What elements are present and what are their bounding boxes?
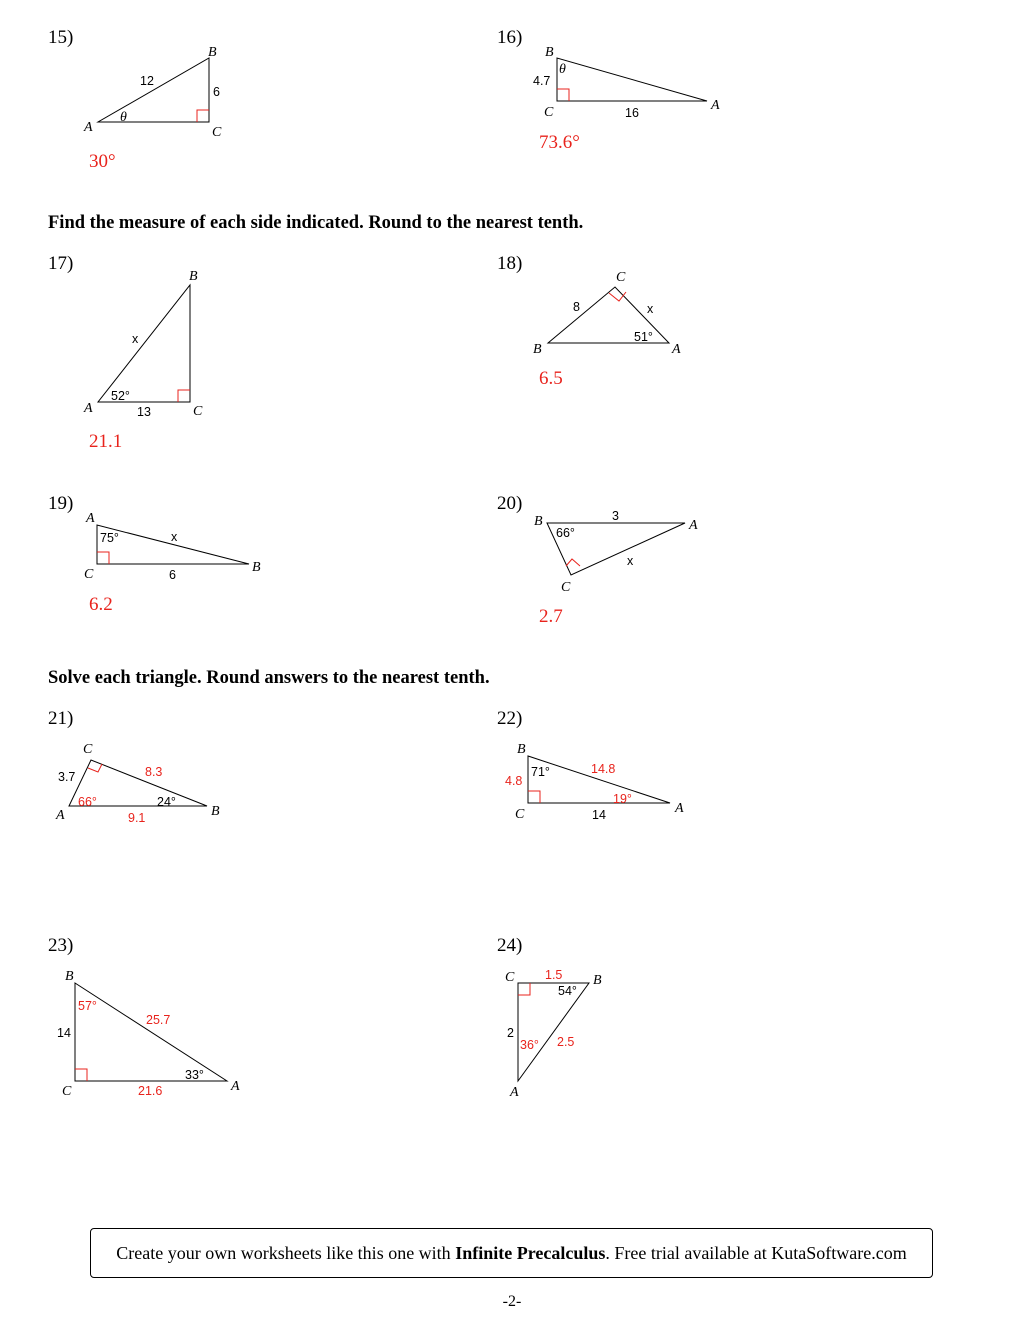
answer-19: 6.2 (89, 594, 113, 615)
section-heading-solve: Solve each triangle. Round answers to the nearest tenth. (48, 668, 490, 688)
problem-number-19: 19) (48, 493, 74, 514)
side-hyp-22: 14.8 (591, 762, 616, 776)
triangle-23-shape (75, 983, 227, 1081)
vertex-b-23: B (65, 969, 74, 984)
vertex-a-16: A (711, 98, 720, 113)
triangle-15-shape (98, 58, 209, 122)
footer-suffix: . Free trial available at KutaSoftware.com (605, 1242, 907, 1263)
side-8-18: 8 (573, 300, 580, 314)
vertex-b-19: B (252, 560, 261, 575)
side-base-22: 14 (592, 808, 606, 822)
right-angle-marker-17 (178, 390, 190, 402)
vertex-a-24: A (510, 1085, 519, 1100)
vertex-a-19: A (86, 511, 95, 526)
vertex-c-17: C (193, 404, 203, 419)
angle-18: 51° (634, 330, 653, 344)
side-3-20: 3 (612, 509, 619, 523)
vertex-b-21: B (211, 804, 220, 819)
side-leg-22: 4.8 (505, 774, 523, 788)
vertex-b-18: B (533, 342, 542, 357)
triangle-15 (83, 45, 222, 140)
vertex-c-15: C (212, 125, 222, 140)
right-angle-marker-20 (566, 559, 580, 566)
triangle-17 (83, 269, 203, 419)
triangle-24 (505, 968, 602, 1100)
problem-number-23: 23) (48, 935, 74, 956)
triangle-17-shape (98, 285, 190, 402)
triangle-20 (534, 509, 698, 595)
side-base-21: 9.1 (128, 811, 146, 825)
problem-number-15: 15) (48, 27, 74, 48)
triangle-18 (533, 270, 681, 357)
footer-prefix: Create your own worksheets like this one with (116, 1242, 456, 1263)
side-leg1-16: 4.7 (533, 74, 551, 88)
problem-number-22: 22) (497, 708, 523, 729)
angle-a-21: 66° (78, 795, 97, 809)
vertex-c-23: C (62, 1084, 72, 1099)
side-hyp-15: 12 (140, 74, 154, 88)
side-leg-23: 14 (57, 1026, 71, 1040)
triangle-16 (533, 45, 720, 120)
vertex-b-24: B (593, 973, 602, 988)
answer-18: 6.5 (539, 368, 563, 389)
vertex-a-21: A (56, 808, 65, 823)
vertex-c-16: C (544, 105, 554, 120)
side-hyp-23: 25.7 (146, 1013, 171, 1027)
problem-number-24: 24) (497, 935, 523, 956)
angle-theta-15: θ (120, 110, 127, 125)
right-angle-marker-21 (88, 764, 102, 772)
angle-a-23: 33° (185, 1068, 204, 1082)
vertex-c-22: C (515, 807, 525, 822)
vertex-a-17: A (84, 401, 93, 416)
problem-number-21: 21) (48, 708, 74, 729)
angle-a-24: 36° (520, 1038, 539, 1052)
right-angle-marker-15 (197, 110, 209, 122)
vertex-a-20: A (689, 518, 698, 533)
side-x-18: x (647, 302, 654, 316)
vertex-c-21: C (83, 742, 93, 757)
footer-product: Infinite Precalculus (455, 1242, 606, 1263)
side-6-19: 6 (169, 568, 176, 582)
page-number: -2- (502, 1293, 522, 1310)
vertex-b-16: B (545, 45, 554, 60)
side-hyp-24: 2.5 (557, 1035, 575, 1049)
side-given-21: 3.7 (58, 770, 76, 784)
triangle-22 (505, 742, 684, 822)
side-hyp-21: 8.3 (145, 765, 163, 779)
problem-number-17: 17) (48, 253, 74, 274)
angle-19: 75° (100, 531, 119, 545)
vertex-b-20: B (534, 514, 543, 529)
angle-b-22: 71° (531, 765, 550, 779)
side-x-20: x (627, 554, 634, 568)
side-x-17: x (132, 332, 139, 346)
vertex-c-24: C (505, 970, 515, 985)
problem-number-16: 16) (497, 27, 523, 48)
side-base-23: 21.6 (138, 1084, 163, 1098)
side-13-17: 13 (137, 405, 151, 419)
right-angle-marker-23 (75, 1069, 87, 1081)
answer-20: 2.7 (539, 606, 563, 627)
vertex-a-23: A (231, 1079, 240, 1094)
triangle-16-shape (557, 58, 707, 101)
angle-theta-16: θ (559, 62, 566, 77)
right-angle-marker-22 (528, 791, 540, 803)
vertex-a-15: A (84, 120, 93, 135)
problem-number-18: 18) (497, 253, 523, 274)
vertex-c-20: C (561, 580, 571, 595)
triangle-24-shape (518, 983, 589, 1081)
vertex-c-18: C (616, 270, 626, 285)
angle-17: 52° (111, 389, 130, 403)
side-leg-24: 2 (507, 1026, 514, 1040)
vertex-a-22: A (675, 801, 684, 816)
vertex-b-17: B (189, 269, 198, 284)
side-leg2-16: 16 (625, 106, 639, 120)
angle-b-21: 24° (157, 795, 176, 809)
side-top-24: 1.5 (545, 968, 563, 982)
angle-b-24: 54° (558, 984, 577, 998)
vertex-c-19: C (84, 567, 94, 582)
side-x-19: x (171, 530, 178, 544)
answer-17: 21.1 (89, 431, 123, 452)
footer-banner (90, 1228, 933, 1278)
vertex-b-15: B (208, 45, 217, 60)
triangle-21 (55, 742, 220, 825)
footer-text (116, 1243, 907, 1264)
answer-16: 73.6° (539, 132, 580, 153)
right-angle-marker-24 (518, 983, 530, 995)
vertex-a-18: A (672, 342, 681, 357)
section-heading-sides: Find the measure of each side indicated. Round to the nearest tenth. (48, 213, 584, 233)
side-leg-15: 6 (213, 85, 220, 99)
vertex-b-22: B (517, 742, 526, 757)
right-angle-marker-18 (609, 292, 626, 301)
angle-b-23: 57° (78, 999, 97, 1013)
triangle-23 (57, 969, 240, 1099)
right-angle-marker-16 (557, 89, 569, 101)
angle-a-22: 19° (613, 792, 632, 806)
angle-20: 66° (556, 526, 575, 540)
right-angle-marker-19 (97, 552, 109, 564)
triangle-19 (84, 511, 261, 582)
answer-15: 30° (89, 151, 116, 172)
problem-number-20: 20) (497, 493, 523, 514)
